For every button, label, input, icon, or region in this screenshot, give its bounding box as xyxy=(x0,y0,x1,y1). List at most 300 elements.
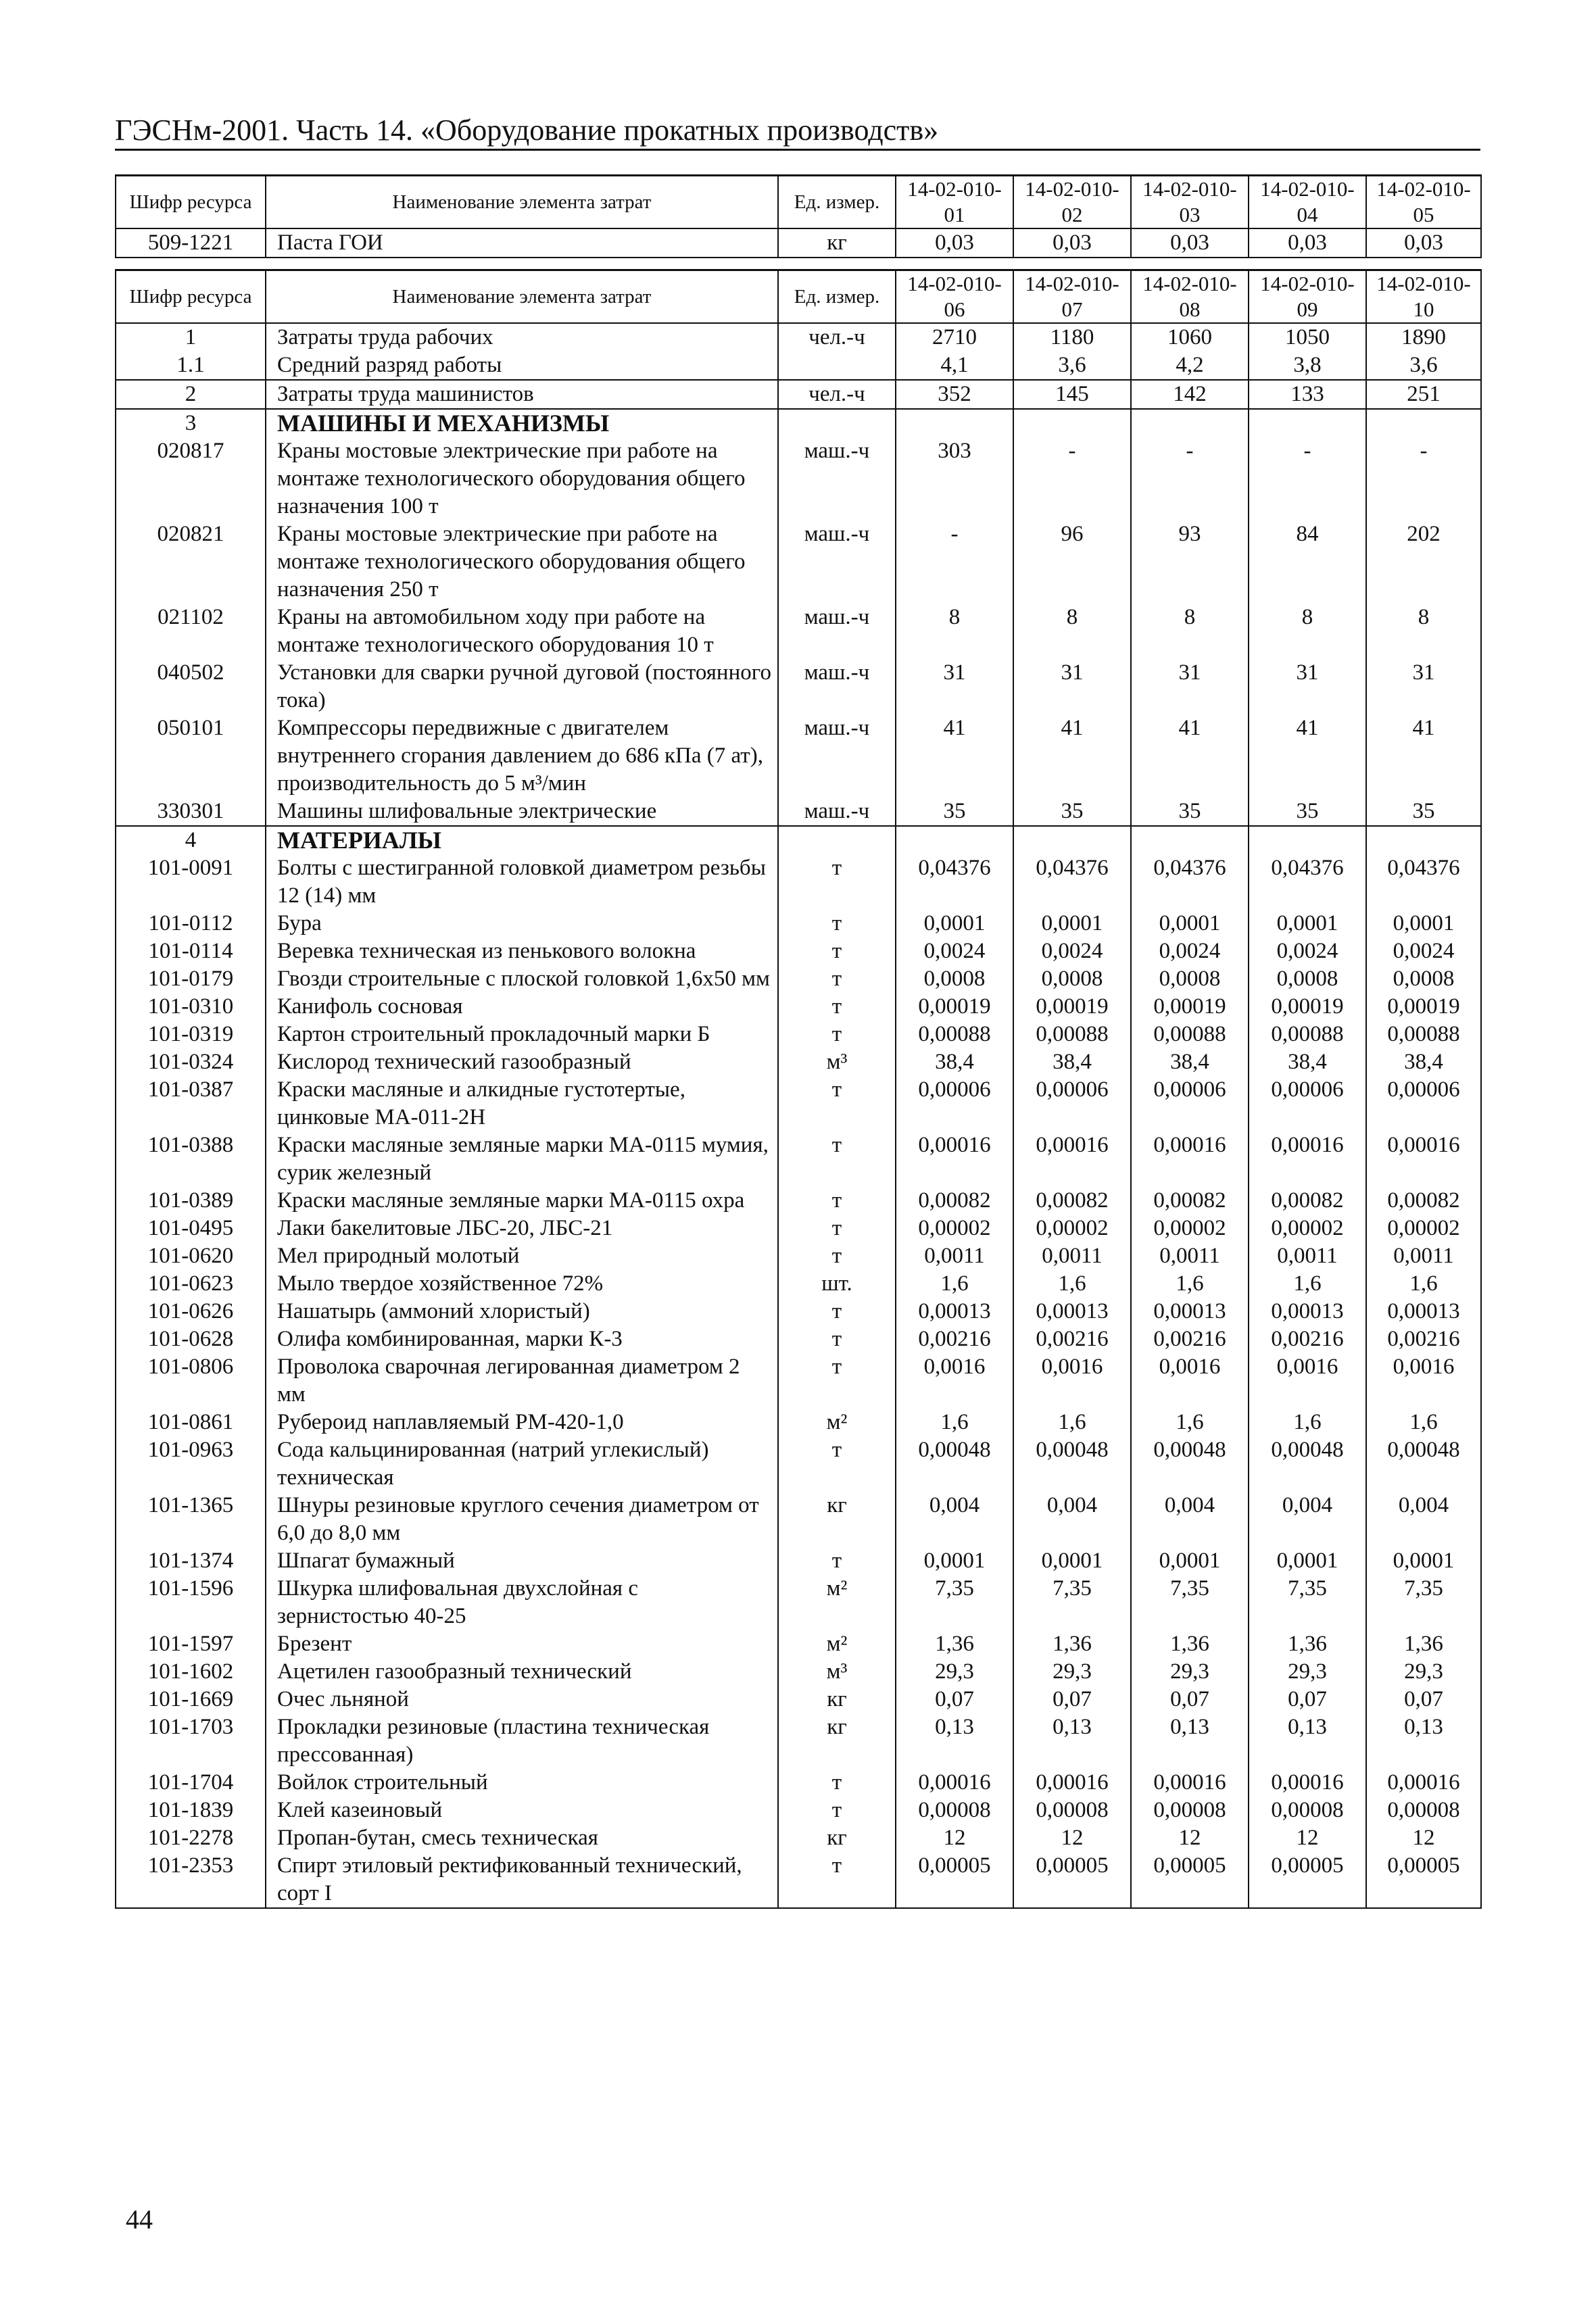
value-cell: 0,0024 xyxy=(1131,937,1249,965)
value-cell: 1,6 xyxy=(896,1270,1013,1298)
value-cell: 142 xyxy=(1131,380,1249,409)
resource-name: Сода кальцинированная (натрий углекислый) техническая xyxy=(277,1438,709,1490)
header-code: Шифр ресурса xyxy=(116,270,266,324)
resource-code: 101-1596 xyxy=(116,1575,266,1630)
value-cell: 0,00019 xyxy=(1013,993,1131,1021)
resource-code: 020817 xyxy=(116,437,266,520)
value-cell: 0,00216 xyxy=(1013,1325,1131,1353)
header-column-code: 14-02-010-05 xyxy=(1366,176,1481,229)
resource-name: Проволока сварочная легированная диаметром 2 мм xyxy=(277,1355,740,1407)
value-cell: 7,35 xyxy=(896,1575,1013,1630)
value-cell: 0,0001 xyxy=(1131,1547,1249,1575)
value-cell: 0,07 xyxy=(1131,1686,1249,1713)
value-cell: 0,0016 xyxy=(1366,1353,1481,1409)
value-cell: 7,35 xyxy=(1366,1575,1481,1630)
value-cell: 12 xyxy=(1131,1824,1249,1852)
unit-cell: маш.-ч xyxy=(778,659,896,714)
value-cell: 0,00005 xyxy=(1131,1852,1249,1908)
value-cell: 0,0011 xyxy=(1131,1242,1249,1270)
value-cell: 0,00002 xyxy=(1131,1215,1249,1242)
unit-cell xyxy=(778,409,896,437)
value-cell: 0,13 xyxy=(1013,1713,1131,1769)
resource-code: 020821 xyxy=(116,520,266,604)
resource-code: 101-0388 xyxy=(116,1131,266,1187)
resource-code: 050101 xyxy=(116,714,266,798)
value-cell: 41 xyxy=(896,714,1013,798)
value-cell: 0,00016 xyxy=(1249,1769,1366,1797)
resource-code: 101-0387 xyxy=(116,1076,266,1131)
value-cell: 1,6 xyxy=(1366,1409,1481,1436)
table-header-row xyxy=(116,270,1481,324)
value-cell: 31 xyxy=(896,659,1013,714)
unit-cell: т xyxy=(778,1353,896,1409)
header-column-code: 14-02-010-07 xyxy=(1013,270,1131,324)
resource-code: 101-0628 xyxy=(116,1325,266,1353)
value-cell: 0,00016 xyxy=(1366,1131,1481,1187)
table-row xyxy=(116,1658,1481,1686)
value-cell: 35 xyxy=(1366,798,1481,826)
unit-cell: т xyxy=(778,910,896,937)
value-cell: 0,00016 xyxy=(1013,1769,1131,1797)
unit-cell: т xyxy=(778,1076,896,1131)
resource-code: 040502 xyxy=(116,659,266,714)
value-cell: 41 xyxy=(1249,714,1366,798)
table-row xyxy=(116,1713,1481,1769)
value-cell: 1050 xyxy=(1249,323,1366,351)
value-cell: 0,0001 xyxy=(1366,910,1481,937)
value-cell: 0,0001 xyxy=(1013,1547,1131,1575)
value-cell: 0,00005 xyxy=(1366,1852,1481,1908)
value-cell: 1,6 xyxy=(1131,1270,1249,1298)
resource-name: Установки для сварки ручной дуговой (постоянного тока) xyxy=(277,660,771,712)
value-cell: 0,00008 xyxy=(1249,1797,1366,1824)
resource-name: Веревка техническая из пенькового волокна xyxy=(277,939,696,963)
value-cell: 1060 xyxy=(1131,323,1249,351)
value-cell: 29,3 xyxy=(1131,1658,1249,1686)
resource-name: Картон строительный прокладочный марки Б xyxy=(277,1022,710,1046)
value-cell: 0,00016 xyxy=(1013,1131,1131,1187)
unit-cell: т xyxy=(778,965,896,993)
value-cell: - xyxy=(1131,437,1249,520)
table-row xyxy=(116,798,1481,826)
resource-code: 101-1703 xyxy=(116,1713,266,1769)
value-cell: 8 xyxy=(1013,604,1131,659)
value-cell: 0,00002 xyxy=(1249,1215,1366,1242)
resource-name: Средний разряд работы xyxy=(277,353,502,377)
value-cell: 0,00006 xyxy=(1249,1076,1366,1131)
unit-cell: т xyxy=(778,1021,896,1048)
value-cell: 0,00082 xyxy=(1131,1187,1249,1215)
resource-code: 101-0626 xyxy=(116,1298,266,1325)
unit-cell: т xyxy=(778,1769,896,1797)
unit-cell: кг xyxy=(778,228,896,258)
unit-cell: т xyxy=(778,1242,896,1270)
value-cell: 0,004 xyxy=(1013,1492,1131,1547)
header-column-code: 14-02-010-04 xyxy=(1249,176,1366,229)
value-cell: 7,35 xyxy=(1013,1575,1131,1630)
table-row xyxy=(116,993,1481,1021)
value-cell: 0,0011 xyxy=(1249,1242,1366,1270)
table-row xyxy=(116,937,1481,965)
header-column-code: 14-02-010-09 xyxy=(1249,270,1366,324)
value-cell: 0,00088 xyxy=(1013,1021,1131,1048)
table-row xyxy=(116,228,1481,258)
value-cell: 0,13 xyxy=(1131,1713,1249,1769)
value-cell: 0,004 xyxy=(1366,1492,1481,1547)
value-cell: 0,00002 xyxy=(1013,1215,1131,1242)
header-column-code: 14-02-010-10 xyxy=(1366,270,1481,324)
resource-code: 101-0861 xyxy=(116,1409,266,1436)
value-cell: 0,00006 xyxy=(1013,1076,1131,1131)
unit-cell: маш.-ч xyxy=(778,604,896,659)
resource-name: Краны мостовые электрические при работе на монтаже технологического оборудования общего назначения 250 т xyxy=(277,522,746,602)
header-column-code: 14-02-010-03 xyxy=(1131,176,1249,229)
value-cell: 0,004 xyxy=(1131,1492,1249,1547)
value-cell: 1,36 xyxy=(1249,1630,1366,1658)
value-cell: 41 xyxy=(1131,714,1249,798)
value-cell xyxy=(1013,826,1131,854)
value-cell: 0,0001 xyxy=(1013,910,1131,937)
resource-name: Мел природный молотый xyxy=(277,1244,520,1268)
value-cell: 0,00006 xyxy=(1366,1076,1481,1131)
table-row xyxy=(116,1187,1481,1215)
value-cell: 3,6 xyxy=(1013,351,1131,380)
value-cell: 31 xyxy=(1131,659,1249,714)
value-cell: 0,03 xyxy=(1131,228,1249,258)
unit-cell: м³ xyxy=(778,1048,896,1076)
unit-cell: маш.-ч xyxy=(778,437,896,520)
value-cell: 12 xyxy=(1249,1824,1366,1852)
value-cell: 0,00082 xyxy=(896,1187,1013,1215)
resource-code: 101-0806 xyxy=(116,1353,266,1409)
unit-cell: т xyxy=(778,1436,896,1492)
table-row xyxy=(116,1547,1481,1575)
resource-name: Канифоль сосновая xyxy=(277,994,463,1019)
value-cell: 0,0024 xyxy=(1366,937,1481,965)
value-cell: 352 xyxy=(896,380,1013,409)
value-cell xyxy=(1013,409,1131,437)
value-cell: 0,0024 xyxy=(1013,937,1131,965)
value-cell: 12 xyxy=(896,1824,1013,1852)
resource-table-1 xyxy=(115,174,1482,258)
value-cell: 0,0001 xyxy=(896,1547,1013,1575)
resource-name: Краны на автомобильном ходу при работе на монтаже технологического оборудования 10 т xyxy=(277,605,714,657)
unit-cell xyxy=(778,826,896,854)
value-cell: 1,6 xyxy=(896,1409,1013,1436)
resource-code: 101-2278 xyxy=(116,1824,266,1852)
value-cell: 0,00008 xyxy=(896,1797,1013,1824)
value-cell: 1,6 xyxy=(1249,1270,1366,1298)
unit-cell: м³ xyxy=(778,1658,896,1686)
resource-code: 509-1221 xyxy=(116,228,266,258)
value-cell: 0,00216 xyxy=(1131,1325,1249,1353)
resource-code: 101-0623 xyxy=(116,1270,266,1298)
value-cell: 0,00016 xyxy=(896,1769,1013,1797)
value-cell: 0,03 xyxy=(1366,228,1481,258)
value-cell: 84 xyxy=(1249,520,1366,604)
resource-code: 101-0114 xyxy=(116,937,266,965)
value-cell: 0,0011 xyxy=(896,1242,1013,1270)
table-row xyxy=(116,323,1481,351)
value-cell: 0,0001 xyxy=(1366,1547,1481,1575)
value-cell: 0,00005 xyxy=(1249,1852,1366,1908)
resource-name: Гвозди строительные с плоской головкой 1,6x50 мм xyxy=(277,967,770,991)
resource-name: Бура xyxy=(277,911,322,935)
value-cell: 31 xyxy=(1249,659,1366,714)
value-cell xyxy=(1366,826,1481,854)
value-cell: 0,00002 xyxy=(1366,1215,1481,1242)
value-cell: 3,8 xyxy=(1249,351,1366,380)
value-cell: 0,00019 xyxy=(1249,993,1366,1021)
table-row xyxy=(116,1353,1481,1409)
value-cell: 41 xyxy=(1366,714,1481,798)
unit-cell: чел.-ч xyxy=(778,323,896,351)
resource-code: 101-0324 xyxy=(116,1048,266,1076)
resource-name: Краски масляные и алкидные густотертые, цинковые МА-011-2Н xyxy=(277,1077,685,1129)
table-row xyxy=(116,1048,1481,1076)
value-cell: - xyxy=(1366,437,1481,520)
value-cell: 35 xyxy=(1131,798,1249,826)
table-row xyxy=(116,1242,1481,1270)
table-row xyxy=(116,1298,1481,1325)
resource-name: Очес льняной xyxy=(277,1687,409,1711)
unit-cell: т xyxy=(778,993,896,1021)
resource-name: Паста ГОИ xyxy=(266,228,778,258)
value-cell: 0,04376 xyxy=(1249,854,1366,910)
value-cell: 1,6 xyxy=(1013,1409,1131,1436)
resource-code: 101-1365 xyxy=(116,1492,266,1547)
value-cell: 0,00016 xyxy=(1131,1131,1249,1187)
table-row xyxy=(116,1575,1481,1630)
value-cell: 0,0001 xyxy=(1249,910,1366,937)
unit-cell xyxy=(778,351,896,380)
unit-cell: т xyxy=(778,1547,896,1575)
value-cell: 38,4 xyxy=(1249,1048,1366,1076)
resource-code: 101-0091 xyxy=(116,854,266,910)
value-cell: 29,3 xyxy=(896,1658,1013,1686)
value-cell: 93 xyxy=(1131,520,1249,604)
value-cell: 12 xyxy=(1366,1824,1481,1852)
value-cell: 0,00019 xyxy=(1131,993,1249,1021)
resource-code: 3 xyxy=(116,409,266,437)
resource-name: Брезент xyxy=(277,1632,352,1656)
table-row xyxy=(116,1824,1481,1852)
value-cell: 0,0008 xyxy=(1013,965,1131,993)
value-cell: 1180 xyxy=(1013,323,1131,351)
value-cell: 0,00005 xyxy=(1013,1852,1131,1908)
value-cell xyxy=(1249,409,1366,437)
resource-table-2 xyxy=(115,269,1482,1909)
unit-cell: т xyxy=(778,1131,896,1187)
value-cell: 0,00216 xyxy=(1366,1325,1481,1353)
value-cell: 0,00048 xyxy=(1131,1436,1249,1492)
resource-code: 101-0112 xyxy=(116,910,266,937)
unit-cell: кг xyxy=(778,1492,896,1547)
resource-name: Спирт этиловый ректификованный технический, сорт I xyxy=(266,1852,778,1908)
value-cell: 0,04376 xyxy=(1366,854,1481,910)
resource-name: Краски масляные земляные марки МА-0115 мумия, сурик железный xyxy=(277,1133,769,1185)
unit-cell: чел.-ч xyxy=(778,380,896,409)
value-cell: 0,00013 xyxy=(896,1298,1013,1325)
resource-name: Шпагат бумажный xyxy=(277,1549,455,1573)
value-cell: 0,00088 xyxy=(1131,1021,1249,1048)
value-cell: 1,6 xyxy=(1013,1270,1131,1298)
table-row xyxy=(116,604,1481,659)
value-cell: 0,00013 xyxy=(1013,1298,1131,1325)
resource-code: 1 xyxy=(116,323,266,351)
resource-code: 101-0310 xyxy=(116,993,266,1021)
resource-name: Шнуры резиновые круглого сечения диаметром от 6,0 до 8,0 мм xyxy=(277,1493,759,1545)
table-row xyxy=(116,1131,1481,1187)
unit-cell: т xyxy=(778,1215,896,1242)
value-cell: 29,3 xyxy=(1249,1658,1366,1686)
resource-code: 101-1602 xyxy=(116,1658,266,1686)
table-row xyxy=(116,1215,1481,1242)
value-cell: 0,00019 xyxy=(896,993,1013,1021)
value-cell: 0,0008 xyxy=(1249,965,1366,993)
header-column-code: 14-02-010-06 xyxy=(896,270,1013,324)
value-cell: 0,04376 xyxy=(1013,854,1131,910)
table-row xyxy=(116,1436,1481,1492)
resource-code: 101-0179 xyxy=(116,965,266,993)
value-cell: 0,07 xyxy=(1249,1686,1366,1713)
value-cell: 0,00016 xyxy=(1131,1769,1249,1797)
resource-name: Мыло твердое хозяйственное 72% xyxy=(277,1271,604,1296)
resource-name: Краски масляные земляные марки МА-0115 охра xyxy=(277,1188,745,1213)
value-cell: 0,00006 xyxy=(896,1076,1013,1131)
table-row xyxy=(116,910,1481,937)
value-cell: 0,00088 xyxy=(1366,1021,1481,1048)
resource-code: 101-1597 xyxy=(116,1630,266,1658)
value-cell: 1,36 xyxy=(896,1630,1013,1658)
table-row xyxy=(116,1630,1481,1658)
value-cell xyxy=(896,409,1013,437)
unit-cell: маш.-ч xyxy=(778,714,896,798)
table-row xyxy=(116,380,1481,409)
value-cell: 0,00088 xyxy=(1249,1021,1366,1048)
header-column-code: 14-02-010-08 xyxy=(1131,270,1249,324)
value-cell: 0,0016 xyxy=(1249,1353,1366,1409)
value-cell: 8 xyxy=(1131,604,1249,659)
resource-code: 101-1669 xyxy=(116,1686,266,1713)
value-cell: 29,3 xyxy=(1013,1658,1131,1686)
unit-cell: маш.-ч xyxy=(778,798,896,826)
value-cell: 0,0011 xyxy=(1366,1242,1481,1270)
unit-cell: м² xyxy=(778,1630,896,1658)
resource-name: Компрессоры передвижные с двигателем внутреннего сгорания давлением до 686 кПа (7 ат), производительность до 5 м³/мин xyxy=(277,716,763,796)
table-row xyxy=(116,1769,1481,1797)
table-row xyxy=(116,1492,1481,1547)
value-cell: 0,00013 xyxy=(1131,1298,1249,1325)
value-cell: 0,0008 xyxy=(1366,965,1481,993)
resource-code: 101-0495 xyxy=(116,1215,266,1242)
value-cell: 31 xyxy=(1013,659,1131,714)
header-name: Наименование элемента затрат xyxy=(266,176,778,229)
value-cell: 202 xyxy=(1366,520,1481,604)
value-cell: 0,13 xyxy=(896,1713,1013,1769)
value-cell: 0,0008 xyxy=(896,965,1013,993)
value-cell: 8 xyxy=(1249,604,1366,659)
unit-cell: т xyxy=(778,1852,896,1908)
table-row xyxy=(116,659,1481,714)
value-cell: 303 xyxy=(896,437,1013,520)
value-cell: - xyxy=(1249,437,1366,520)
table-row xyxy=(116,1021,1481,1048)
value-cell xyxy=(1249,826,1366,854)
value-cell: 38,4 xyxy=(896,1048,1013,1076)
table-row xyxy=(116,854,1481,910)
value-cell: 31 xyxy=(1366,659,1481,714)
unit-cell: т xyxy=(778,1325,896,1353)
value-cell xyxy=(896,826,1013,854)
resource-name: Болты с шестигранной головкой диаметром резьбы 12 (14) мм xyxy=(277,856,766,908)
resource-code: 4 xyxy=(116,826,266,854)
header-unit: Ед. измер. xyxy=(778,176,896,229)
value-cell: 0,00016 xyxy=(1366,1769,1481,1797)
resource-name: Пропан-бутан, смесь техническая xyxy=(277,1826,598,1850)
value-cell: 1,6 xyxy=(1249,1409,1366,1436)
value-cell: 8 xyxy=(896,604,1013,659)
unit-cell: т xyxy=(778,854,896,910)
value-cell: 0,0008 xyxy=(1131,965,1249,993)
table-row xyxy=(116,1270,1481,1298)
value-cell: 4,2 xyxy=(1131,351,1249,380)
table-row xyxy=(116,520,1481,604)
value-cell: 0,07 xyxy=(1013,1686,1131,1713)
resource-code: 101-0963 xyxy=(116,1436,266,1492)
value-cell: 38,4 xyxy=(1013,1048,1131,1076)
value-cell: 0,0001 xyxy=(896,910,1013,937)
resource-code: 101-1839 xyxy=(116,1797,266,1824)
value-cell: 0,04376 xyxy=(896,854,1013,910)
table-row xyxy=(116,437,1481,520)
resource-code: 2 xyxy=(116,380,266,409)
unit-cell: т xyxy=(778,1298,896,1325)
table-row xyxy=(116,714,1481,798)
value-cell: 1,6 xyxy=(1131,1409,1249,1436)
table-row xyxy=(116,1325,1481,1353)
resource-name: Затраты труда машинистов xyxy=(266,380,778,409)
value-cell: 0,0024 xyxy=(896,937,1013,965)
value-cell: 145 xyxy=(1013,380,1131,409)
resource-code: 101-1704 xyxy=(116,1769,266,1797)
value-cell: 0,0016 xyxy=(1131,1353,1249,1409)
value-cell: 0,0024 xyxy=(1249,937,1366,965)
resource-name: Прокладки резиновые (пластина техническая прессованная) xyxy=(277,1715,710,1767)
value-cell: 0,00008 xyxy=(1013,1797,1131,1824)
value-cell: 0,00216 xyxy=(1249,1325,1366,1353)
value-cell: - xyxy=(1013,437,1131,520)
value-cell xyxy=(1131,409,1249,437)
value-cell: 0,13 xyxy=(1366,1713,1481,1769)
value-cell: 0,00082 xyxy=(1249,1187,1366,1215)
value-cell: 0,0016 xyxy=(896,1353,1013,1409)
unit-cell: т xyxy=(778,1797,896,1824)
value-cell xyxy=(1366,409,1481,437)
value-cell: 0,03 xyxy=(1013,228,1131,258)
value-cell: 0,00008 xyxy=(1366,1797,1481,1824)
resource-name: Олифа комбинированная, марки К-3 xyxy=(277,1327,623,1351)
value-cell: 133 xyxy=(1249,380,1366,409)
value-cell: 0,07 xyxy=(896,1686,1013,1713)
resource-name: Затраты труда рабочих xyxy=(277,325,493,349)
resource-code: 101-0389 xyxy=(116,1187,266,1215)
section-row xyxy=(116,826,1481,854)
value-cell: 0,0001 xyxy=(1249,1547,1366,1575)
resource-name: Ацетилен газообразный технический xyxy=(277,1659,632,1684)
value-cell: 1,36 xyxy=(1366,1630,1481,1658)
value-cell: 1,36 xyxy=(1131,1630,1249,1658)
